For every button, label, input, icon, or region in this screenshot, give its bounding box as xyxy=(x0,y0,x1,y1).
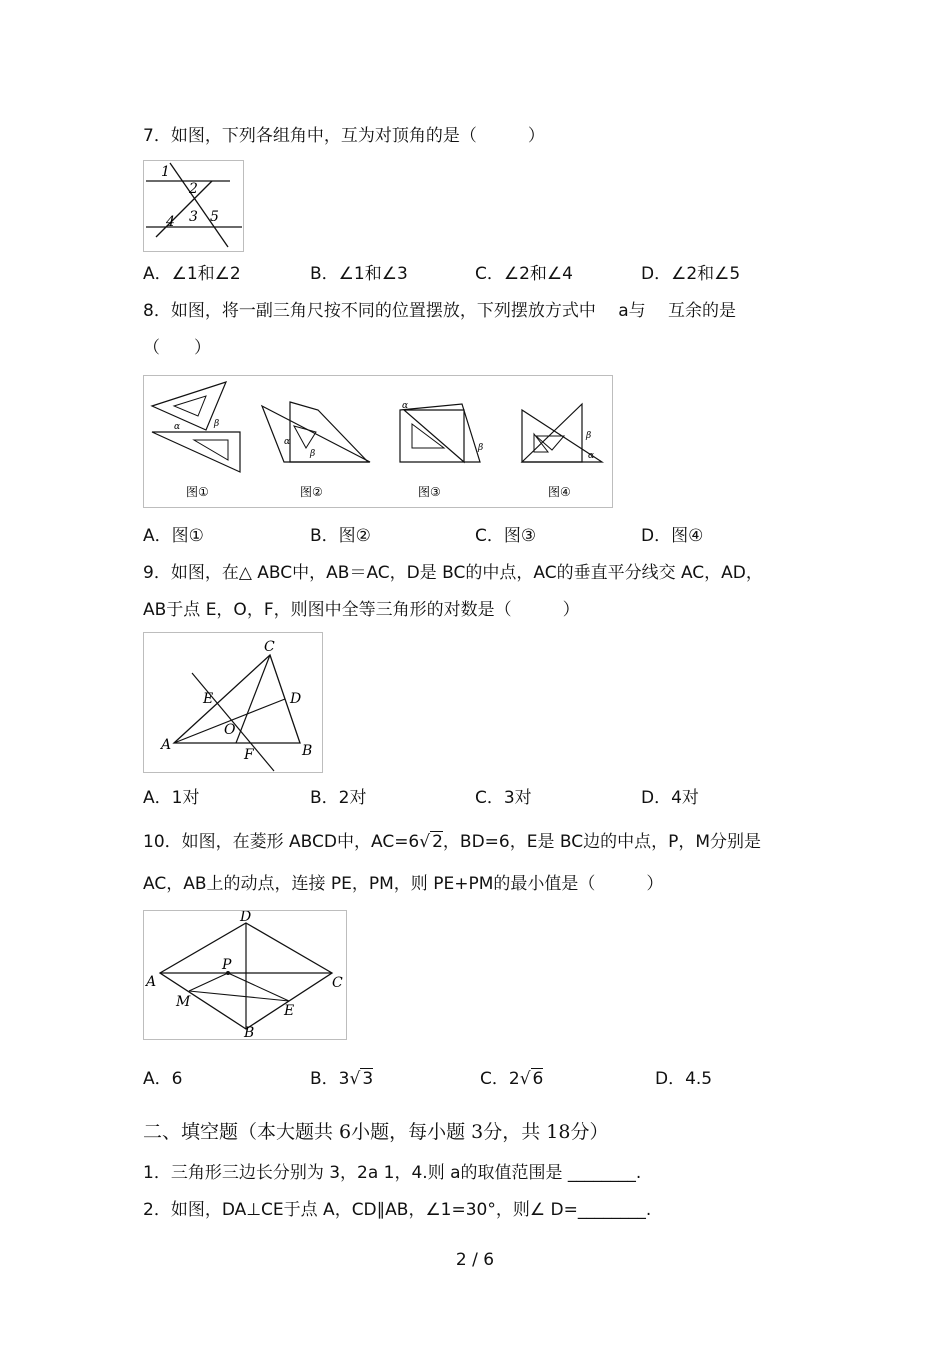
q10-option-d[interactable]: D．4.5 xyxy=(655,1069,713,1089)
q8-caption-1: 图① xyxy=(186,485,209,499)
q7-label-1: 1 xyxy=(161,164,170,180)
q8-text-cont: （ ） xyxy=(143,338,211,358)
q10-label-e: E xyxy=(284,1003,295,1019)
svg-text:β: β xyxy=(478,443,484,453)
q7-option-a[interactable]: A．∠1和∠2 xyxy=(143,264,241,284)
q10-text: 10．如图，在菱形 ABCD中，AC=6√ 2，BD=6，E是 BC边的中点，P，M分别是 xyxy=(143,832,762,852)
q8-fig2-drawing xyxy=(262,402,370,462)
q10-label-b: B xyxy=(244,1025,255,1039)
q7-option-c[interactable]: C．∠2和∠4 xyxy=(475,264,573,284)
svg-text:α: α xyxy=(588,451,595,461)
q7-figure xyxy=(143,160,244,252)
sqrt-sign: √ 3 xyxy=(349,1069,374,1089)
q9-text: 9．如图，在△ ABC中，AB＝AC，D是 BC的中点，AC的垂直平分线交 AC，AD， xyxy=(143,563,763,583)
q9-option-c[interactable]: C．3对 xyxy=(475,788,532,808)
q10-option-c[interactable]: C．2√ 6 xyxy=(480,1069,544,1089)
sqrt-sign: √ 6 xyxy=(519,1069,544,1089)
q9-option-d[interactable]: D．4对 xyxy=(641,788,699,808)
q10-label-p: P xyxy=(222,957,232,973)
q9-figure xyxy=(143,632,323,773)
q9-label-a: A xyxy=(161,737,172,753)
q8-fig1-drawing xyxy=(152,382,240,472)
q10-label-d: D xyxy=(240,911,252,925)
svg-text:β: β xyxy=(586,431,592,441)
q7-label-3: 3 xyxy=(189,209,198,225)
svg-text:α: α xyxy=(174,422,181,432)
q8-text: 8．如图，将一副三角尺按不同的位置摆放，下列摆放方式中 a与 互余的是 xyxy=(143,301,737,321)
q7-option-b[interactable]: B．∠1和∠3 xyxy=(310,264,408,284)
q7-label-5: 5 xyxy=(210,209,219,225)
q7-text: 7．如图，下列各组角中，互为对顶角的是（ ） xyxy=(143,126,545,146)
q9-label-o: O xyxy=(224,722,236,738)
svg-text:β: β xyxy=(310,449,316,459)
q8-option-c[interactable]: C．图③ xyxy=(475,526,537,546)
svg-text:α: α xyxy=(402,401,409,411)
q8-option-a[interactable]: A．图① xyxy=(143,526,204,546)
svg-text:β: β xyxy=(214,419,220,429)
q9-label-d: D xyxy=(290,691,302,707)
q7-label-4: 4 xyxy=(166,214,175,230)
q8-fig4-drawing xyxy=(522,404,602,462)
sqrt-sign: √ 2 xyxy=(419,832,443,852)
svg-text:α: α xyxy=(284,437,291,447)
q8-caption-2: 图② xyxy=(300,485,323,499)
q8-figure xyxy=(143,375,613,508)
q8-caption-3: 图③ xyxy=(418,485,441,499)
q8-fig3-drawing xyxy=(400,401,483,462)
q10-label-a: A xyxy=(146,974,157,990)
q7-option-d[interactable]: D．∠2和∠5 xyxy=(641,264,741,284)
q9-option-a[interactable]: A．1对 xyxy=(143,788,200,808)
q7-label-2: 2 xyxy=(189,181,198,197)
q10-figure xyxy=(143,910,347,1040)
q9-label-b: B xyxy=(302,743,313,759)
q9-label-f: F xyxy=(244,747,254,763)
q8-caption-4: 图④ xyxy=(548,485,571,499)
q8-option-d[interactable]: D．图④ xyxy=(641,526,704,546)
q10-label-m: M xyxy=(176,994,191,1010)
q10-option-a[interactable]: A．6 xyxy=(143,1069,183,1089)
page-number: 2 / 6 xyxy=(455,1250,495,1270)
q10-text-cont: AC，AB上的动点，连接 PE，PM，则 PE+PM的最小值是（ ） xyxy=(143,874,664,894)
q9-text-cont: AB于点 E，O，F，则图中全等三角形的对数是（ ） xyxy=(143,600,580,620)
section-title: 二、填空题（本大题共 6小题，每小题 3分，共 18分） xyxy=(143,1121,609,1143)
q9-label-c: C xyxy=(264,639,275,655)
fill-question-2: 2．如图，DA⊥CE于点 A，CD∥AB，∠1=30°，则∠ D=________. xyxy=(143,1200,652,1220)
q9-label-e: E xyxy=(203,691,214,707)
q10-option-b[interactable]: B．3√ 3 xyxy=(310,1069,374,1089)
q10-label-c: C xyxy=(332,975,343,991)
q9-option-b[interactable]: B．2对 xyxy=(310,788,367,808)
q8-option-b[interactable]: B．图② xyxy=(310,526,371,546)
fill-question-1: 1．三角形三边长分别为 3，2a 1，4.则 a的取值范围是 ________. xyxy=(143,1163,642,1183)
